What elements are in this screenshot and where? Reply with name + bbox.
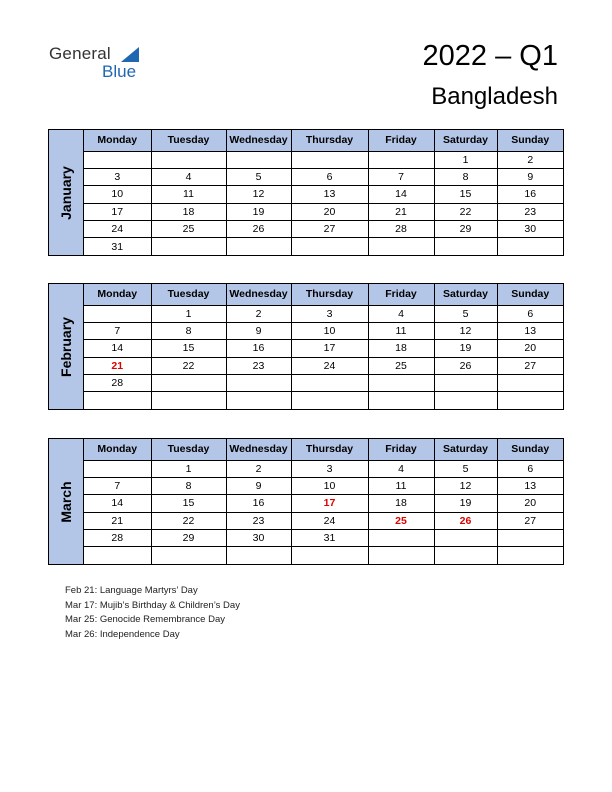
holiday-note: Mar 25: Genocide Remembrance Day (65, 614, 225, 626)
day-cell (497, 547, 563, 564)
weekday-header: Monday (84, 284, 151, 305)
day-cell: 26 (434, 357, 497, 374)
day-cell: 10 (84, 186, 151, 203)
day-cell: 17 (84, 203, 151, 220)
month-name: February (58, 316, 74, 377)
day-cell: 3 (291, 460, 368, 477)
day-cell: 10 (291, 477, 368, 494)
day-cell: 31 (291, 530, 368, 547)
month-name: January (58, 165, 74, 220)
day-cell (84, 151, 151, 168)
weekday-header-row (84, 130, 563, 151)
day-cell: 7 (84, 477, 151, 494)
day-cell: 24 (291, 357, 368, 374)
month-label-column (49, 439, 84, 564)
day-cell: 5 (434, 305, 497, 322)
day-cell: 26 (434, 512, 497, 529)
weekday-header: Friday (368, 130, 434, 151)
day-cell: 8 (151, 477, 226, 494)
day-cell: 3 (84, 168, 151, 185)
weekday-header: Monday (84, 439, 151, 460)
logo-triangle-icon (121, 47, 139, 62)
weekday-header-row (84, 284, 563, 305)
day-cell: 9 (226, 477, 291, 494)
day-cell: 13 (291, 186, 368, 203)
day-cell: 17 (291, 495, 368, 512)
day-cell: 20 (291, 203, 368, 220)
week-row (84, 512, 563, 529)
day-cell (434, 238, 497, 255)
day-cell: 7 (84, 322, 151, 339)
week-row (84, 357, 563, 374)
day-cell (368, 547, 434, 564)
day-cell: 11 (368, 477, 434, 494)
day-cell (497, 392, 563, 409)
day-cell (151, 151, 226, 168)
day-cell: 5 (226, 168, 291, 185)
day-cell (151, 375, 226, 392)
day-cell: 18 (151, 203, 226, 220)
day-cell (497, 375, 563, 392)
weekday-header: Thursday (291, 130, 368, 151)
day-cell: 12 (226, 186, 291, 203)
day-cell: 15 (151, 495, 226, 512)
month-block-january (48, 129, 564, 256)
day-cell: 2 (497, 151, 563, 168)
day-cell: 18 (368, 495, 434, 512)
day-cell (151, 238, 226, 255)
day-cell (434, 547, 497, 564)
day-cell: 14 (84, 495, 151, 512)
logo-text-general: General (49, 44, 111, 63)
day-cell: 18 (368, 340, 434, 357)
weekday-header: Saturday (434, 130, 497, 151)
weekday-header: Tuesday (151, 439, 226, 460)
day-cell: 20 (497, 495, 563, 512)
day-cell: 28 (84, 530, 151, 547)
day-cell: 6 (497, 305, 563, 322)
holiday-notes (65, 584, 240, 642)
week-row (84, 547, 563, 564)
week-row (84, 460, 563, 477)
weekday-header-row (84, 439, 563, 460)
day-cell: 4 (368, 460, 434, 477)
day-cell: 27 (497, 512, 563, 529)
month-label-column (49, 130, 84, 255)
day-cell: 21 (84, 512, 151, 529)
day-cell: 23 (226, 512, 291, 529)
week-row (84, 392, 563, 409)
month-grid (84, 284, 563, 409)
day-cell (368, 238, 434, 255)
weekday-header: Friday (368, 284, 434, 305)
day-cell (291, 547, 368, 564)
day-cell: 13 (497, 322, 563, 339)
day-cell: 24 (84, 221, 151, 238)
day-cell (434, 392, 497, 409)
day-cell (497, 530, 563, 547)
week-row (84, 477, 563, 494)
day-cell: 15 (151, 340, 226, 357)
day-cell: 25 (368, 512, 434, 529)
week-row (84, 375, 563, 392)
day-cell: 9 (226, 322, 291, 339)
day-cell (151, 547, 226, 564)
day-cell (291, 375, 368, 392)
weekday-header: Saturday (434, 439, 497, 460)
day-cell: 20 (497, 340, 563, 357)
day-cell: 11 (151, 186, 226, 203)
day-cell: 8 (434, 168, 497, 185)
day-cell (368, 530, 434, 547)
week-row (84, 221, 563, 238)
weekday-header: Sunday (497, 130, 563, 151)
page-title: 2022 – Q1 (422, 40, 558, 72)
day-cell: 3 (291, 305, 368, 322)
day-cell: 2 (226, 305, 291, 322)
weekday-header: Wednesday (226, 284, 291, 305)
day-cell: 14 (84, 340, 151, 357)
day-cell (84, 460, 151, 477)
day-cell: 21 (368, 203, 434, 220)
day-cell: 16 (226, 495, 291, 512)
day-cell: 27 (291, 221, 368, 238)
week-row (84, 322, 563, 339)
day-cell (151, 392, 226, 409)
day-cell: 31 (84, 238, 151, 255)
day-cell (434, 375, 497, 392)
day-cell: 23 (226, 357, 291, 374)
day-cell: 4 (151, 168, 226, 185)
day-cell: 19 (434, 495, 497, 512)
day-cell (368, 392, 434, 409)
weekday-header: Wednesday (226, 439, 291, 460)
day-cell (434, 530, 497, 547)
weekday-header: Friday (368, 439, 434, 460)
day-cell: 15 (434, 186, 497, 203)
week-row (84, 203, 563, 220)
day-cell (226, 392, 291, 409)
month-label-column (49, 284, 84, 409)
day-cell: 1 (434, 151, 497, 168)
day-cell: 30 (497, 221, 563, 238)
weekday-header: Saturday (434, 284, 497, 305)
month-grid (84, 130, 563, 255)
week-row (84, 168, 563, 185)
holiday-note: Mar 26: Independence Day (65, 628, 180, 640)
weekday-header: Thursday (291, 439, 368, 460)
day-cell: 30 (226, 530, 291, 547)
day-cell (368, 375, 434, 392)
day-cell: 12 (434, 322, 497, 339)
day-cell: 1 (151, 460, 226, 477)
day-cell: 6 (497, 460, 563, 477)
day-cell (84, 305, 151, 322)
week-row (84, 151, 563, 168)
day-cell: 25 (368, 357, 434, 374)
weekday-header: Wednesday (226, 130, 291, 151)
day-cell: 12 (434, 477, 497, 494)
day-cell: 28 (84, 375, 151, 392)
day-cell: 4 (368, 305, 434, 322)
month-name: March (58, 480, 74, 523)
day-cell: 5 (434, 460, 497, 477)
day-cell: 21 (84, 357, 151, 374)
weekday-header: Sunday (497, 439, 563, 460)
day-cell (291, 238, 368, 255)
day-cell: 27 (497, 357, 563, 374)
day-cell (84, 392, 151, 409)
month-block-march (48, 438, 564, 565)
day-cell (226, 547, 291, 564)
day-cell: 22 (151, 512, 226, 529)
day-cell: 29 (434, 221, 497, 238)
day-cell: 7 (368, 168, 434, 185)
month-block-february (48, 283, 564, 410)
day-cell: 6 (291, 168, 368, 185)
day-cell: 23 (497, 203, 563, 220)
day-cell: 16 (497, 186, 563, 203)
week-row (84, 340, 563, 357)
day-cell: 14 (368, 186, 434, 203)
day-cell (291, 151, 368, 168)
week-row (84, 238, 563, 255)
day-cell (226, 238, 291, 255)
day-cell: 2 (226, 460, 291, 477)
logo-text-blue: Blue (102, 62, 137, 81)
day-cell: 19 (226, 203, 291, 220)
week-row (84, 495, 563, 512)
day-cell (226, 151, 291, 168)
day-cell (226, 375, 291, 392)
holiday-note: Mar 17: Mujib’s Birthday & Children’s Day (65, 599, 240, 611)
day-cell: 26 (226, 221, 291, 238)
country-subtitle: Bangladesh (431, 83, 558, 110)
weekday-header: Thursday (291, 284, 368, 305)
holiday-note: Feb 21: Language Martyrs’ Day (65, 585, 198, 596)
day-cell: 16 (226, 340, 291, 357)
week-row (84, 530, 563, 547)
day-cell: 28 (368, 221, 434, 238)
day-cell: 13 (497, 477, 563, 494)
week-row (84, 186, 563, 203)
month-grid (84, 439, 563, 564)
day-cell (497, 238, 563, 255)
weekday-header: Tuesday (151, 284, 226, 305)
general-blue-logo (49, 44, 159, 84)
day-cell: 29 (151, 530, 226, 547)
day-cell (84, 547, 151, 564)
day-cell: 19 (434, 340, 497, 357)
day-cell: 22 (434, 203, 497, 220)
day-cell: 25 (151, 221, 226, 238)
day-cell: 9 (497, 168, 563, 185)
weekday-header: Monday (84, 130, 151, 151)
day-cell: 22 (151, 357, 226, 374)
day-cell (368, 151, 434, 168)
day-cell: 17 (291, 340, 368, 357)
day-cell: 8 (151, 322, 226, 339)
day-cell: 11 (368, 322, 434, 339)
day-cell: 10 (291, 322, 368, 339)
weekday-header: Tuesday (151, 130, 226, 151)
week-row (84, 305, 563, 322)
day-cell: 1 (151, 305, 226, 322)
weekday-header: Sunday (497, 284, 563, 305)
day-cell (291, 392, 368, 409)
day-cell: 24 (291, 512, 368, 529)
